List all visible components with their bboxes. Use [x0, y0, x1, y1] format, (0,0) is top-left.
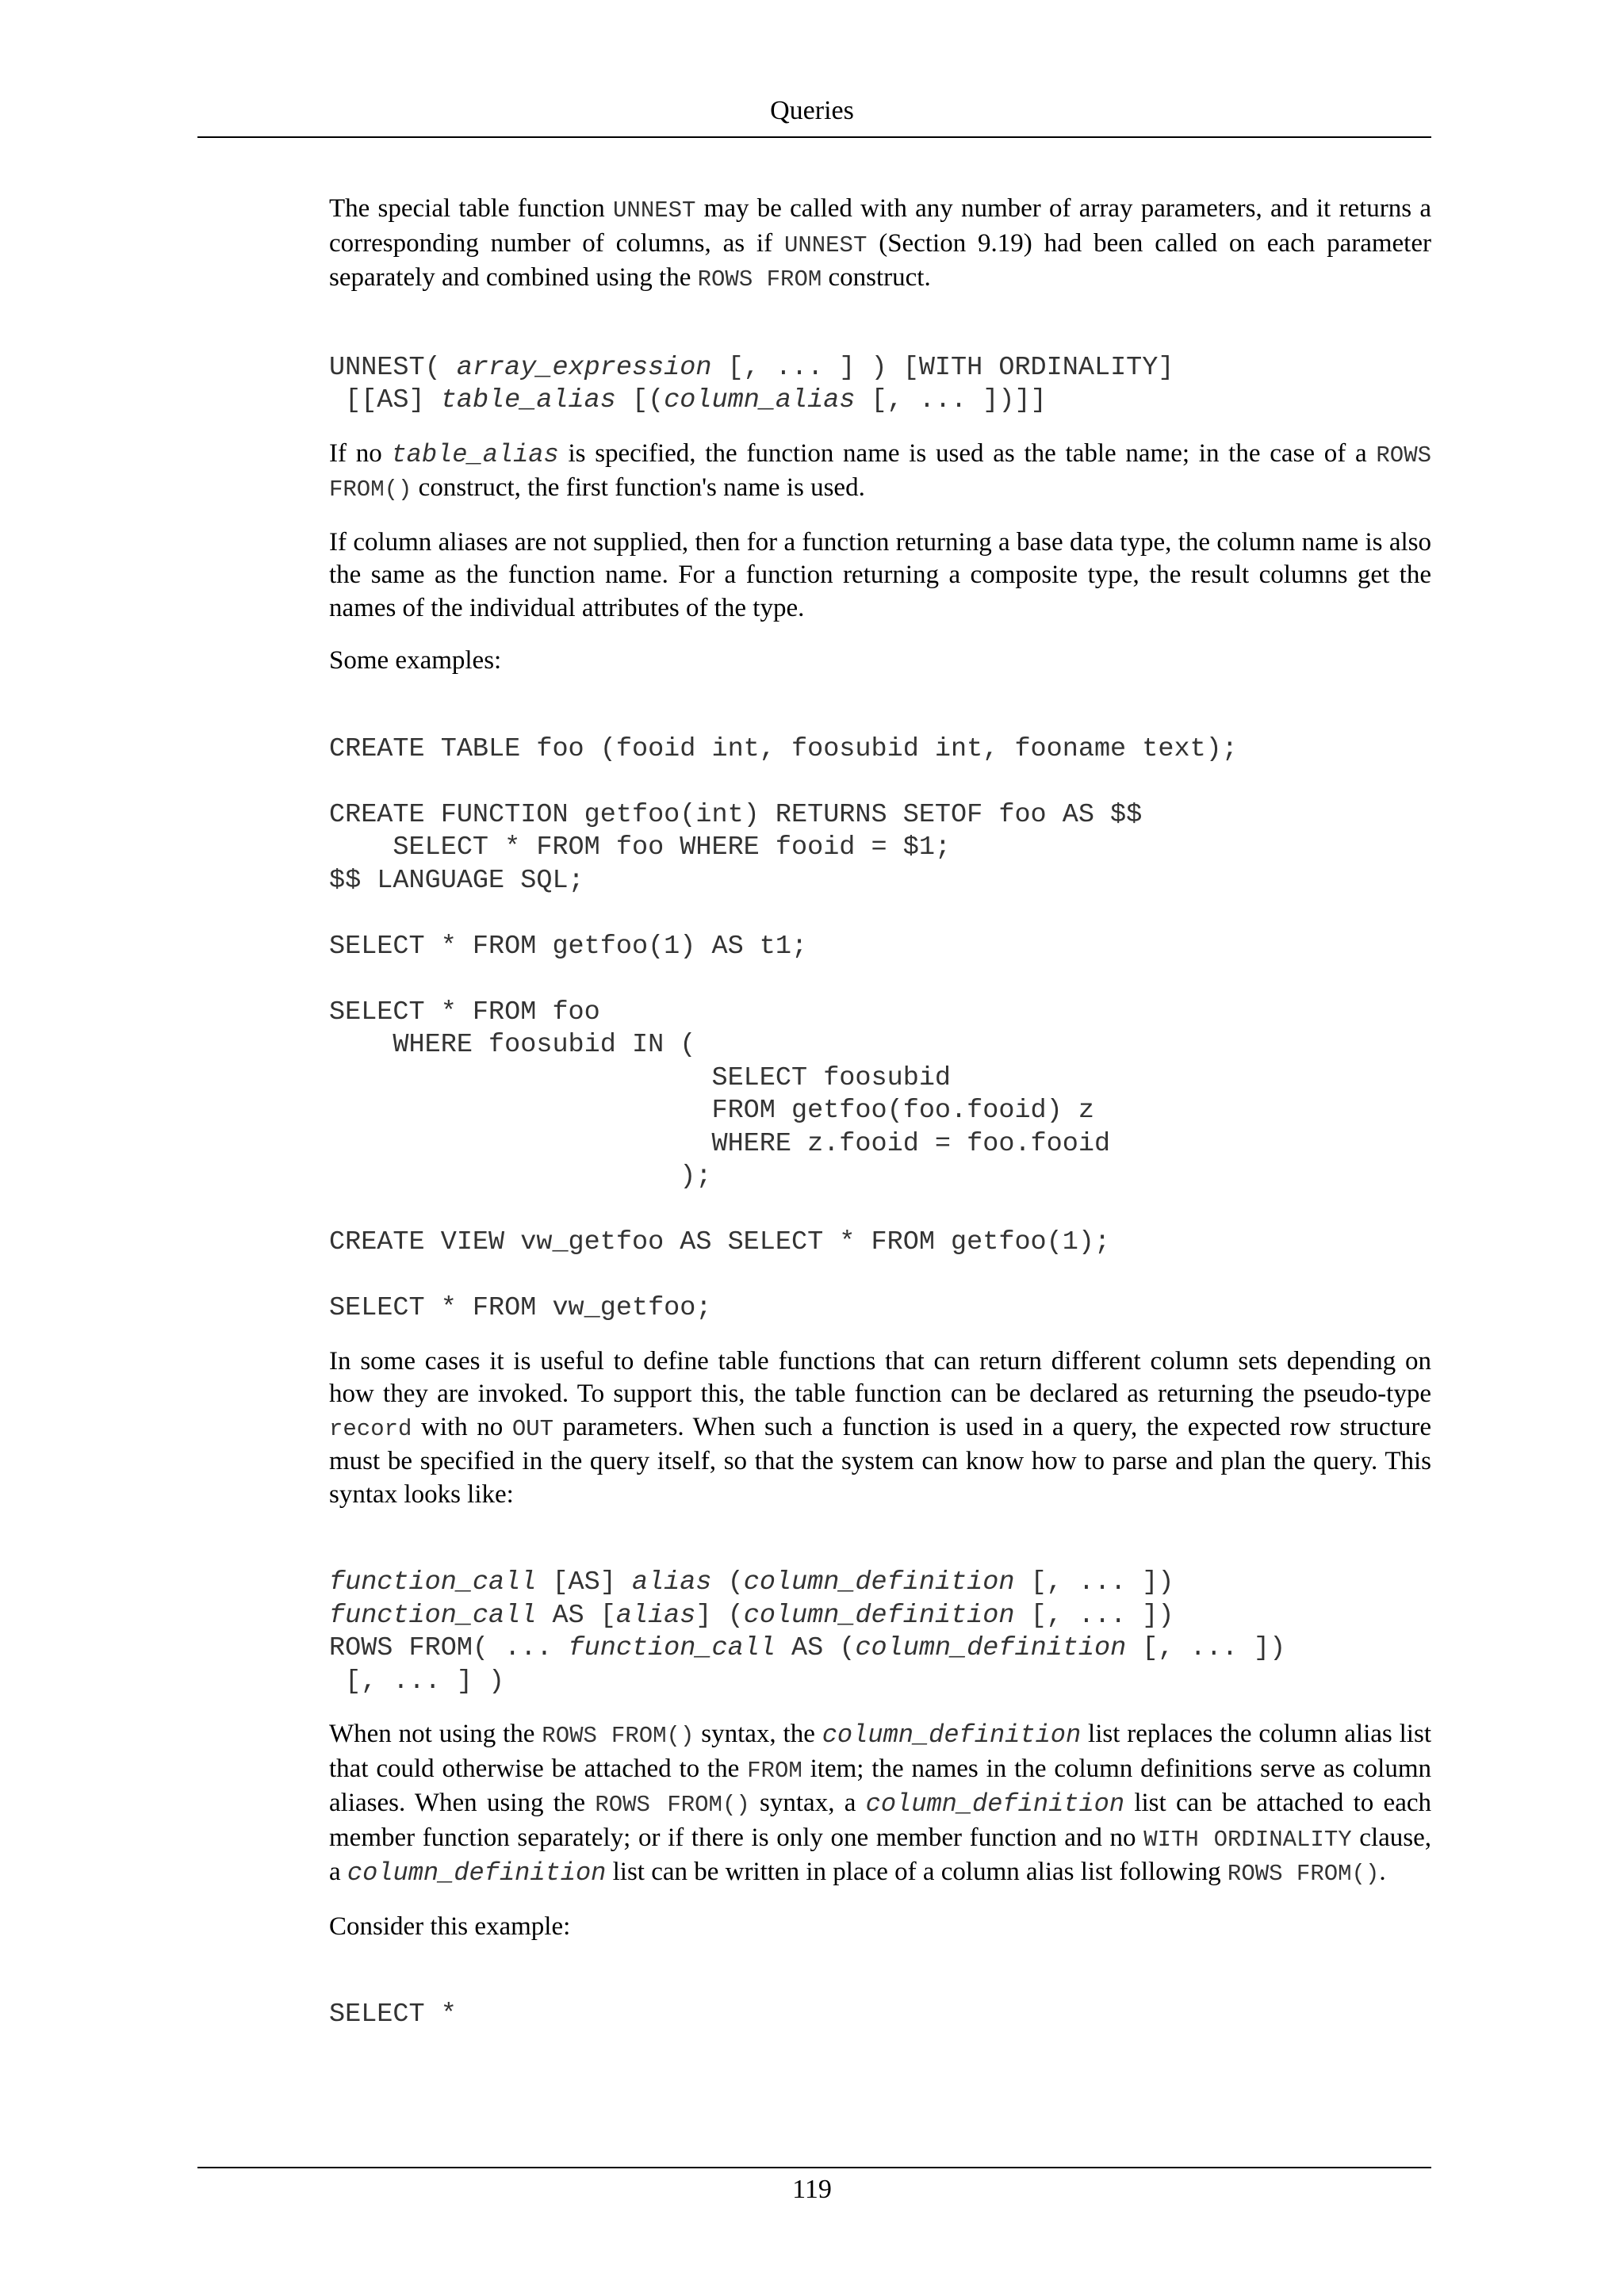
paragraph-column-definition: [329, 1718, 1431, 1891]
header-rule: [197, 136, 1431, 138]
code-example-select: SELECT *: [329, 1999, 457, 2030]
code-table-alias: table_alias: [391, 439, 559, 469]
code-placeholder: function_call: [329, 1600, 537, 1631]
code-placeholder: column_definition: [743, 1600, 1015, 1631]
code-placeholder: alias: [631, 1567, 712, 1598]
code-placeholder: column_alias: [664, 385, 856, 415]
code-out: OUT: [511, 1415, 554, 1442]
text-run: construct.: [822, 263, 931, 292]
code-rows-from: ROWS FROM(): [595, 1792, 750, 1818]
code-placeholder: alias: [615, 1600, 696, 1631]
code-placeholder: function_call: [329, 1567, 537, 1598]
text-run: The special table function: [329, 194, 614, 223]
text-run: syntax, the: [694, 1720, 822, 1748]
footer-rule: [197, 2167, 1431, 2168]
page-number: 119: [792, 2175, 832, 2204]
syntax-block-column-definition: [329, 1567, 1431, 1698]
syntax-block-unnest: [329, 352, 1431, 418]
code-record: record: [329, 1415, 412, 1442]
paragraph-unnest-intro: [329, 193, 1431, 297]
code-column-definition: column_definition: [865, 1789, 1125, 1819]
code-run: AS [: [536, 1600, 616, 1631]
text-run: .: [1379, 1858, 1386, 1886]
code-placeholder: column_definition: [855, 1633, 1127, 1663]
code-run: [, ... ]): [1014, 1600, 1174, 1631]
paragraph-some-examples: Some examples:: [329, 646, 502, 675]
code-rows-from: ROWS FROM: [697, 266, 822, 293]
paragraph-consider-example: Consider this example:: [329, 1911, 571, 1941]
code-placeholder: function_call: [568, 1633, 776, 1663]
text-run: list can be written in place of a column alias list following: [606, 1858, 1228, 1886]
code-unnest: UNNEST: [613, 197, 696, 224]
text-run: When not using the: [329, 1720, 542, 1748]
code-run: ROWS FROM( ...: [329, 1633, 569, 1663]
code-rows-from: ROWS FROM(): [329, 442, 1432, 503]
code-column-definition: column_definition: [347, 1858, 607, 1888]
text-run: In some cases it is useful to define table functions that can return different column sets depending on how they are invoked. To support this, the table function can be declared as returning the pseudo-type: [329, 1346, 1431, 1408]
code-placeholder: table_alias: [440, 385, 616, 415]
code-example-getfoo: CREATE TABLE foo (fooid int, foosubid int, fooname text); CREATE FUNCTION getfoo(int) RETURNS SETOF foo AS $$ SELECT * FROM foo WHERE fooid = $1; $$ LANGUAGE SQL; SELECT * FROM getfoo(1) AS t1; SELECT * FROM foo WHERE foosubid IN ( SELECT foosubid FROM getfoo(foo.fooid) z WHERE z.fooid = foo.fooid ); CREATE VIEW vw_getfoo AS SELECT * FROM getfoo(1); SELECT * FROM vw_getfoo;: [329, 733, 1238, 1323]
code-run: ] (: [695, 1600, 744, 1631]
code-run: [, ... ]): [1014, 1567, 1174, 1598]
code-run: (: [711, 1567, 744, 1598]
code-run: AS (: [775, 1633, 856, 1663]
code-rows-from: ROWS FROM(): [1227, 1861, 1380, 1887]
code-run: [(: [615, 385, 665, 415]
text-run: item; the names in the column definitions serve as column aliases. When using the: [329, 1754, 1431, 1817]
text-run: syntax, a: [749, 1789, 866, 1817]
code-run: [, ... ] ): [329, 1666, 505, 1697]
code-run: [, ... ] ) [WITH ORDINALITY]: [711, 352, 1174, 383]
text-run: list can be attached to each member function separately; or if there is only one member function and no: [329, 1789, 1431, 1852]
code-from: FROM: [747, 1757, 802, 1784]
text-run: (Section 9.19) had been called on each parameter separately and combined using the: [329, 228, 1431, 292]
code-placeholder: column_definition: [743, 1567, 1015, 1598]
code-run: [, ... ])]]: [855, 385, 1047, 415]
code-rows-from: ROWS FROM(): [542, 1723, 695, 1749]
text-run: parameters. When such a function is used in a query, the expected row structure must be specified in the query itself, so that the system can know how to parse and plan the query. This syntax looks like:: [329, 1412, 1431, 1509]
text-run: If no: [329, 438, 392, 468]
code-run: [, ... ]): [1126, 1633, 1286, 1663]
code-column-definition: column_definition: [822, 1720, 1082, 1750]
text-run: list replaces the column alias list that could otherwise be attached to the: [329, 1720, 1431, 1783]
page-content: [329, 193, 1431, 2052]
text-run: may be called with any number of array parameters, and it returns a corresponding number of columns, as if: [329, 194, 1432, 258]
paragraph-column-aliases: If column aliases are not supplied, then for a function returning a base data type, the column name is also the same as the function name. For a function returning a composite type, the result columns get the names of the individual attributes of the type.: [329, 527, 1431, 622]
text-run: clause, a: [329, 1823, 1431, 1886]
code-unnest: UNNEST: [783, 232, 868, 258]
text-run: is specified, the function name is used as the table name; in the case of a: [558, 438, 1377, 468]
text-run: with no: [412, 1412, 512, 1441]
paragraph-table-alias: [329, 438, 1431, 507]
code-run: [AS]: [536, 1567, 632, 1598]
page-header-title: Queries: [770, 96, 854, 125]
code-run: [[AS]: [329, 385, 441, 415]
code-with-ordinality: WITH ORDINALITY: [1143, 1826, 1352, 1853]
code-run: UNNEST(: [329, 352, 457, 383]
code-placeholder: array_expression: [456, 352, 712, 383]
paragraph-record-pseudo-type: [329, 1345, 1431, 1512]
text-run: construct, the first function's name is used.: [412, 473, 865, 502]
